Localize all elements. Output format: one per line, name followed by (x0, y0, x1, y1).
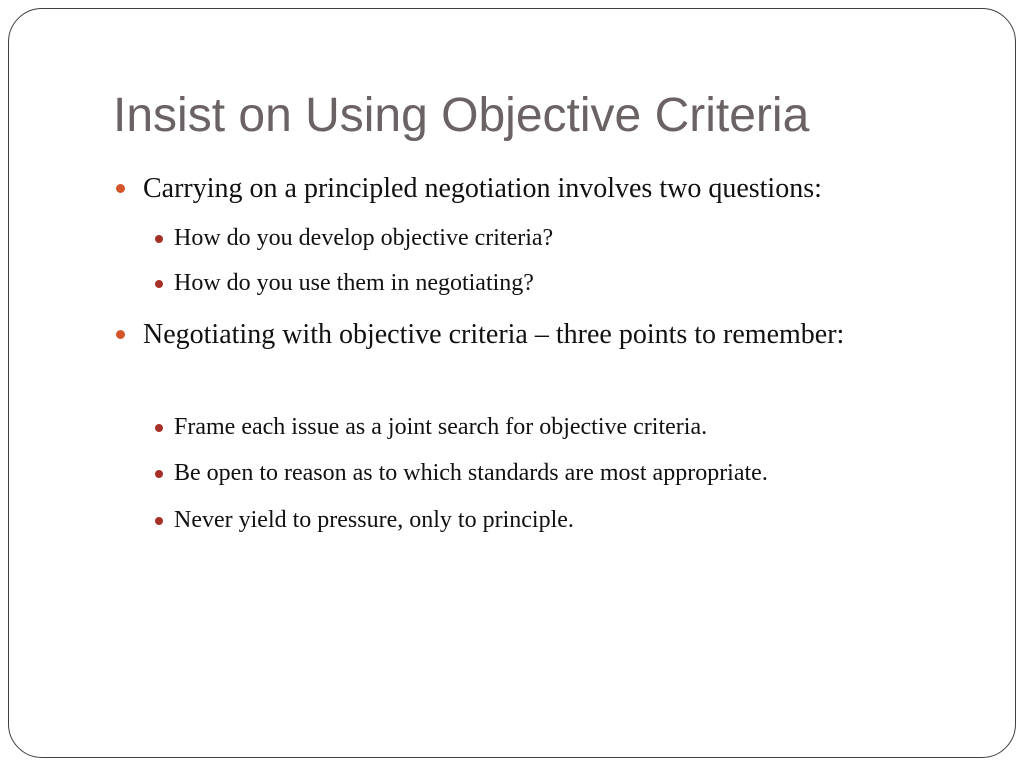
bullet-dot-icon (116, 184, 125, 193)
sub-bullet-dot-icon (155, 517, 163, 525)
sub-bullet-1-2: How do you use them in negotiating? (174, 270, 534, 296)
bullet-point-1: Carrying on a principled negotiation involves two questions: (143, 173, 822, 204)
sub-bullet-dot-icon (155, 424, 163, 432)
bullet-dot-icon (116, 330, 125, 339)
sub-bullet-2-1: Frame each issue as a joint search for objective criteria. (174, 414, 708, 440)
sub-bullet-dot-icon (155, 470, 163, 478)
slide-title: Insist on Using Objective Criteria (113, 89, 810, 142)
sub-bullet-2-3: Never yield to pressure, only to principle. (174, 507, 574, 533)
sub-bullet-2-2: Be open to reason as to which standards are most appropriate. (174, 460, 768, 486)
sub-bullet-1-1: How do you develop objective criteria? (174, 225, 554, 251)
sub-bullet-dot-icon (155, 235, 163, 243)
sub-bullet-dot-icon (155, 280, 163, 288)
bullet-point-2: Negotiating with objective criteria – three points to remember: (143, 319, 845, 350)
